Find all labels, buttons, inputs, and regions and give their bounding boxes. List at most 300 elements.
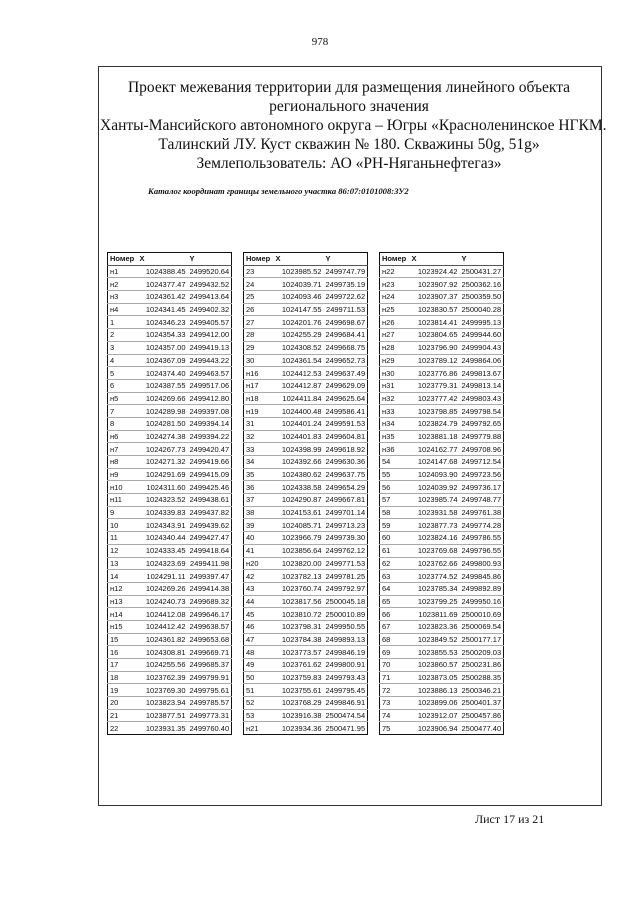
table-row [244, 354, 368, 367]
table-row [244, 329, 368, 342]
table-row [244, 265, 368, 278]
point-number: 14 [108, 570, 138, 583]
table-row [244, 291, 368, 304]
coord-x: 1023773.57 [274, 646, 324, 659]
table-row [380, 443, 504, 456]
point-number: н15 [108, 620, 138, 633]
header-x: X [410, 253, 460, 266]
title-line: Талинский ЛУ. Куст скважин № 180. Скважины 50g, 51g» [158, 136, 540, 153]
table-row [244, 532, 368, 545]
coord-x: 1023931.35 [145, 723, 186, 733]
table-row [244, 697, 368, 710]
coord-x: 1024380.62 [274, 468, 324, 481]
coord-y: 2499420.47 [188, 443, 232, 456]
table-row [108, 468, 232, 481]
coord-x: 1024269.26 [138, 582, 188, 595]
coord-y: 2499792.97 [324, 582, 368, 595]
table-row [108, 316, 232, 329]
coord-x: 1024341.45 [138, 303, 188, 316]
point-number: н9 [108, 468, 138, 481]
coord-y: 2499402.32 [188, 303, 232, 316]
coord-x: 1024367.09 [138, 354, 188, 367]
coord-x: 1024387.55 [138, 379, 188, 392]
coord-y: 2499654.29 [324, 481, 368, 494]
coord-y: 2499781.25 [324, 570, 368, 583]
coord-y: 2499846.19 [324, 646, 368, 659]
header-number: Номер [108, 253, 138, 266]
coord-y: 2500474.54 [324, 709, 368, 722]
point-number: 9 [108, 506, 138, 519]
table-row [244, 417, 368, 430]
point-number: 61 [380, 544, 410, 557]
table-row [380, 392, 504, 405]
table-row [244, 367, 368, 380]
coord-y: 2499419.13 [188, 341, 232, 354]
point-number: н13 [108, 595, 138, 608]
point-number: 36 [244, 481, 274, 494]
coord-y: 2499845.86 [460, 570, 504, 583]
coord-x: 1024290.87 [274, 494, 324, 507]
table-row [108, 544, 232, 557]
coord-x: 1023804.65 [410, 329, 460, 342]
point-number: 47 [244, 633, 274, 646]
table-row [244, 405, 368, 418]
point-number: 49 [244, 659, 274, 672]
point-number: н30 [380, 367, 410, 380]
table-row [244, 519, 368, 532]
coord-y: 2499630.36 [324, 456, 368, 469]
table-row [108, 379, 232, 392]
table-row [380, 544, 504, 557]
coord-x: 1024039.71 [274, 278, 324, 291]
point-number: н31 [380, 379, 410, 392]
table-row [244, 620, 368, 633]
coord-y: 2499418.64 [188, 544, 232, 557]
point-number: 75 [382, 723, 391, 733]
coord-y: 2499591.53 [324, 417, 368, 430]
point-number: н34 [380, 417, 410, 430]
coord-x: 1023820.00 [274, 557, 324, 570]
coord-x: 1024147.55 [274, 303, 324, 316]
point-number: н17 [244, 379, 274, 392]
coord-x: 1023873.05 [410, 671, 460, 684]
point-number: н19 [244, 405, 274, 418]
coord-y: 2499411.98 [188, 557, 232, 570]
coord-y: 2499796.55 [460, 544, 504, 557]
coord-x: 1024085.71 [274, 519, 324, 532]
table-row [380, 265, 504, 278]
coord-x: 1024269.66 [138, 392, 188, 405]
coord-x: 1023985.74 [410, 494, 460, 507]
coord-y: 2499748.77 [460, 494, 504, 507]
table-row [108, 430, 232, 443]
header-number: Номер [244, 253, 274, 266]
coord-x: 1024291.69 [138, 468, 188, 481]
coord-y: 2499722.62 [324, 291, 368, 304]
coord-x: 1023782.13 [274, 570, 324, 583]
coord-y: 2499761.38 [460, 506, 504, 519]
table-row [380, 595, 504, 608]
point-number: 13 [108, 557, 138, 570]
table-row [108, 278, 232, 291]
coord-x: 1023768.29 [274, 697, 324, 710]
coord-y: 2499711.53 [324, 303, 368, 316]
coord-x: 1024412.08 [138, 608, 188, 621]
table-row [380, 316, 504, 329]
point-number: 46 [244, 620, 274, 633]
coord-x: 1023916.38 [274, 709, 324, 722]
point-number: н6 [108, 430, 138, 443]
coord-x: 1023760.74 [274, 582, 324, 595]
table-row [108, 354, 232, 367]
point-number: 71 [380, 671, 410, 684]
point-number: 69 [380, 646, 410, 659]
coord-y: 2499689.32 [188, 595, 232, 608]
point-number: н7 [108, 443, 138, 456]
coord-x: 1024240.73 [138, 595, 188, 608]
coord-x: 1023759.83 [274, 671, 324, 684]
table-row [244, 430, 368, 443]
table-row [108, 659, 232, 672]
coord-y: 2499723.56 [460, 468, 504, 481]
coord-x: 1023824.79 [410, 417, 460, 430]
point-number: 1 [108, 316, 138, 329]
coord-y: 2499413.64 [188, 291, 232, 304]
table-row [244, 456, 368, 469]
coord-x: 1024255.56 [138, 659, 188, 672]
coord-y: 2499747.79 [324, 265, 368, 278]
table-row [244, 316, 368, 329]
table-row [108, 582, 232, 595]
coord-x: 1023784.38 [274, 633, 324, 646]
table-row [380, 430, 504, 443]
table-row [108, 481, 232, 494]
coord-x: 1024093.90 [410, 468, 460, 481]
header-y: Y [324, 253, 368, 266]
coord-x: 1023985.52 [274, 265, 324, 278]
coord-x: 1023785.34 [410, 582, 460, 595]
header-y: Y [188, 253, 232, 266]
coord-x: 1024377.47 [138, 278, 188, 291]
coord-y: 2499701.14 [324, 506, 368, 519]
point-number: 17 [108, 659, 138, 672]
table-row [244, 341, 368, 354]
coord-x: 1024274.38 [138, 430, 188, 443]
point-number: н3 [108, 291, 138, 304]
coord-y: 2499394.22 [188, 430, 232, 443]
coord-x: 1023796.90 [410, 341, 460, 354]
coord-y: 2499520.64 [188, 265, 232, 278]
coord-y: 2499995.13 [460, 316, 504, 329]
table-row [380, 417, 504, 430]
coordinate-table-3 [379, 252, 504, 735]
table-row [380, 557, 504, 570]
coord-y: 2499799.91 [188, 671, 232, 684]
coord-x: 1023776.86 [410, 367, 460, 380]
coord-y: 2499950.16 [460, 595, 504, 608]
coord-x: 1023798.85 [410, 405, 460, 418]
coord-y: 2499893.13 [324, 633, 368, 646]
coord-y: 2499414.38 [188, 582, 232, 595]
point-number: 30 [244, 354, 274, 367]
coord-y: 2499397.47 [188, 570, 232, 583]
point-number: н5 [108, 392, 138, 405]
point-number: н28 [380, 341, 410, 354]
coord-x: 1023907.92 [410, 278, 460, 291]
table-row [380, 709, 504, 722]
table-row [108, 519, 232, 532]
coord-y: 2499432.52 [188, 278, 232, 291]
coord-y: 2499904.43 [460, 341, 504, 354]
header-number: Номер [380, 253, 410, 266]
coord-y: 2500177.17 [460, 633, 504, 646]
point-number: н32 [380, 392, 410, 405]
coord-x: 1024333.45 [138, 544, 188, 557]
coordinate-table-2 [243, 252, 368, 735]
coord-y: 2499439.62 [188, 519, 232, 532]
coord-y: 2499739.30 [324, 532, 368, 545]
coord-y: 2499795.45 [324, 684, 368, 697]
table-row [380, 671, 504, 684]
point-number: н8 [108, 456, 138, 469]
coord-x: 1023777.42 [410, 392, 460, 405]
coord-y: 2500477.40 [461, 723, 502, 733]
point-number: 34 [244, 456, 274, 469]
point-number: н14 [108, 608, 138, 621]
point-number: н2 [108, 278, 138, 291]
coord-y: 2499698.67 [324, 316, 368, 329]
table-row [108, 443, 232, 456]
coord-x: 1023779.31 [410, 379, 460, 392]
table-row [244, 481, 368, 494]
point-number: 29 [244, 341, 274, 354]
coord-x: 1024311.60 [138, 481, 188, 494]
coord-x: 1024388.45 [138, 265, 188, 278]
point-number: 7 [108, 405, 138, 418]
point-number: 27 [244, 316, 274, 329]
table-row [380, 620, 504, 633]
coord-y: 2499684.41 [324, 329, 368, 342]
coord-x: 1023810.72 [274, 608, 324, 621]
table-row [380, 341, 504, 354]
table-row [380, 532, 504, 545]
coord-y: 2499735.19 [324, 278, 368, 291]
coord-y: 2499712.54 [460, 456, 504, 469]
coord-y: 2499813.14 [460, 379, 504, 392]
page-number: 978 [311, 36, 329, 48]
coord-y: 2500471.95 [325, 723, 366, 733]
point-number: 39 [244, 519, 274, 532]
point-number: н27 [380, 329, 410, 342]
point-number: н36 [380, 443, 410, 456]
table-row [244, 608, 368, 621]
table-row [380, 570, 504, 583]
table-row [244, 506, 368, 519]
point-number: 41 [244, 544, 274, 557]
coord-y: 2499604.81 [324, 430, 368, 443]
point-number: 33 [244, 443, 274, 456]
coord-y: 2499785.57 [188, 697, 232, 710]
point-number: 8 [108, 417, 138, 430]
table-row [244, 646, 368, 659]
coord-x: 1024271.32 [138, 456, 188, 469]
coord-y: 2499798.54 [460, 405, 504, 418]
point-number: 11 [108, 532, 138, 545]
coord-y: 2500209.03 [460, 646, 504, 659]
coord-x: 1024412.53 [274, 367, 324, 380]
point-number: 62 [380, 557, 410, 570]
coord-y: 2500431.27 [460, 265, 504, 278]
coord-x: 1023886.13 [410, 684, 460, 697]
title-line: Проект межевания территории для размещения линейного объекта [127, 79, 571, 96]
table-row [244, 633, 368, 646]
coord-y: 2499412.00 [188, 329, 232, 342]
table-row [380, 367, 504, 380]
coord-y: 2500359.50 [460, 291, 504, 304]
table-row [380, 303, 504, 316]
table-row [108, 620, 232, 633]
point-number: 15 [108, 633, 138, 646]
point-number: 37 [244, 494, 274, 507]
coord-y: 2500457.86 [460, 709, 504, 722]
point-number: н20 [244, 557, 274, 570]
coord-x: 1024267.73 [138, 443, 188, 456]
coord-x: 1023769.30 [138, 684, 188, 697]
coord-x: 1024281.50 [138, 417, 188, 430]
coord-x: 1024289.98 [138, 405, 188, 418]
coord-y: 2499803.43 [460, 392, 504, 405]
table-row [108, 608, 232, 621]
point-number: 38 [244, 506, 274, 519]
coord-x: 1023830.57 [410, 303, 460, 316]
coord-x: 1024093.46 [274, 291, 324, 304]
coord-x: 1024339.83 [138, 506, 188, 519]
point-number: 10 [108, 519, 138, 532]
coord-y: 2499652.73 [324, 354, 368, 367]
table-row [244, 278, 368, 291]
table-row [380, 354, 504, 367]
point-number: н11 [108, 494, 138, 507]
point-number: 43 [244, 582, 274, 595]
coord-y: 2499394.14 [188, 417, 232, 430]
table-row [380, 633, 504, 646]
coord-x: 1023906.94 [417, 723, 458, 733]
title-line: Землепользователь: АО «РН-Няганьнефтегаз» [196, 155, 502, 172]
coord-x: 1023774.52 [410, 570, 460, 583]
point-number: 23 [244, 265, 274, 278]
table-row [108, 341, 232, 354]
point-number: н4 [108, 303, 138, 316]
table-row [244, 443, 368, 456]
point-number: 25 [244, 291, 274, 304]
coord-y: 2499736.17 [460, 481, 504, 494]
coord-x: 1024411.84 [274, 392, 324, 405]
table-row [380, 291, 504, 304]
point-number: н23 [380, 278, 410, 291]
table-row [108, 633, 232, 646]
coord-y: 2500045.18 [324, 595, 368, 608]
coord-x: 1023823.94 [138, 697, 188, 710]
coord-x: 1024162.77 [410, 443, 460, 456]
coord-y: 2499427.47 [188, 532, 232, 545]
coord-x: 1024153.61 [274, 506, 324, 519]
table-row [108, 367, 232, 380]
coord-y: 2499397.08 [188, 405, 232, 418]
coord-y: 2499793.43 [324, 671, 368, 684]
table-row [244, 582, 368, 595]
table-row [380, 506, 504, 519]
point-number: 60 [380, 532, 410, 545]
point-number: 50 [244, 671, 274, 684]
coord-y: 2499800.91 [324, 659, 368, 672]
coord-y: 2499637.75 [324, 468, 368, 481]
coord-x: 1023761.62 [274, 659, 324, 672]
coord-x: 1024343.91 [138, 519, 188, 532]
coord-x: 1023814.41 [410, 316, 460, 329]
coord-x: 1024400.48 [274, 405, 324, 418]
coord-y: 2499415.09 [188, 468, 232, 481]
coord-y: 2499779.88 [460, 430, 504, 443]
point-number: 73 [380, 697, 410, 710]
table-row [108, 570, 232, 583]
coord-x: 1023811.69 [410, 608, 460, 621]
point-number: 40 [244, 532, 274, 545]
coord-x: 1023855.53 [410, 646, 460, 659]
coord-y: 2499629.09 [324, 379, 368, 392]
point-number: 12 [108, 544, 138, 557]
point-number: 6 [108, 379, 138, 392]
coord-x: 1023912.07 [410, 709, 460, 722]
coord-x: 1023789.12 [410, 354, 460, 367]
coord-x: 1024361.54 [274, 354, 324, 367]
point-number: 52 [244, 697, 274, 710]
table-row [380, 329, 504, 342]
point-number: н33 [380, 405, 410, 418]
coord-x: 1023907.37 [410, 291, 460, 304]
table-row [244, 303, 368, 316]
table-row [380, 519, 504, 532]
coord-x: 1023899.06 [410, 697, 460, 710]
point-number: 28 [244, 329, 274, 342]
coord-y: 2499771.53 [324, 557, 368, 570]
point-number: 2 [108, 329, 138, 342]
coord-x: 1024357.00 [138, 341, 188, 354]
table-row [380, 684, 504, 697]
coord-y: 2499813.67 [460, 367, 504, 380]
coord-y: 2500010.69 [460, 608, 504, 621]
coord-x: 1024308.52 [274, 341, 324, 354]
point-number: 4 [108, 354, 138, 367]
point-number: 31 [244, 417, 274, 430]
point-number: н1 [108, 265, 138, 278]
point-number: 54 [380, 456, 410, 469]
coord-y: 2499792.65 [460, 417, 504, 430]
point-number: н21 [246, 723, 259, 733]
coord-y: 2499618.92 [324, 443, 368, 456]
point-number: 64 [380, 582, 410, 595]
coord-y: 2499646.17 [188, 608, 232, 621]
table-row [108, 506, 232, 519]
point-number: н24 [380, 291, 410, 304]
coord-x: 1024340.44 [138, 532, 188, 545]
point-number: 5 [108, 367, 138, 380]
table-row [108, 417, 232, 430]
point-number: 55 [380, 468, 410, 481]
point-number: 67 [380, 620, 410, 633]
point-number: 35 [244, 468, 274, 481]
table-row [244, 671, 368, 684]
coord-x: 1023823.36 [410, 620, 460, 633]
